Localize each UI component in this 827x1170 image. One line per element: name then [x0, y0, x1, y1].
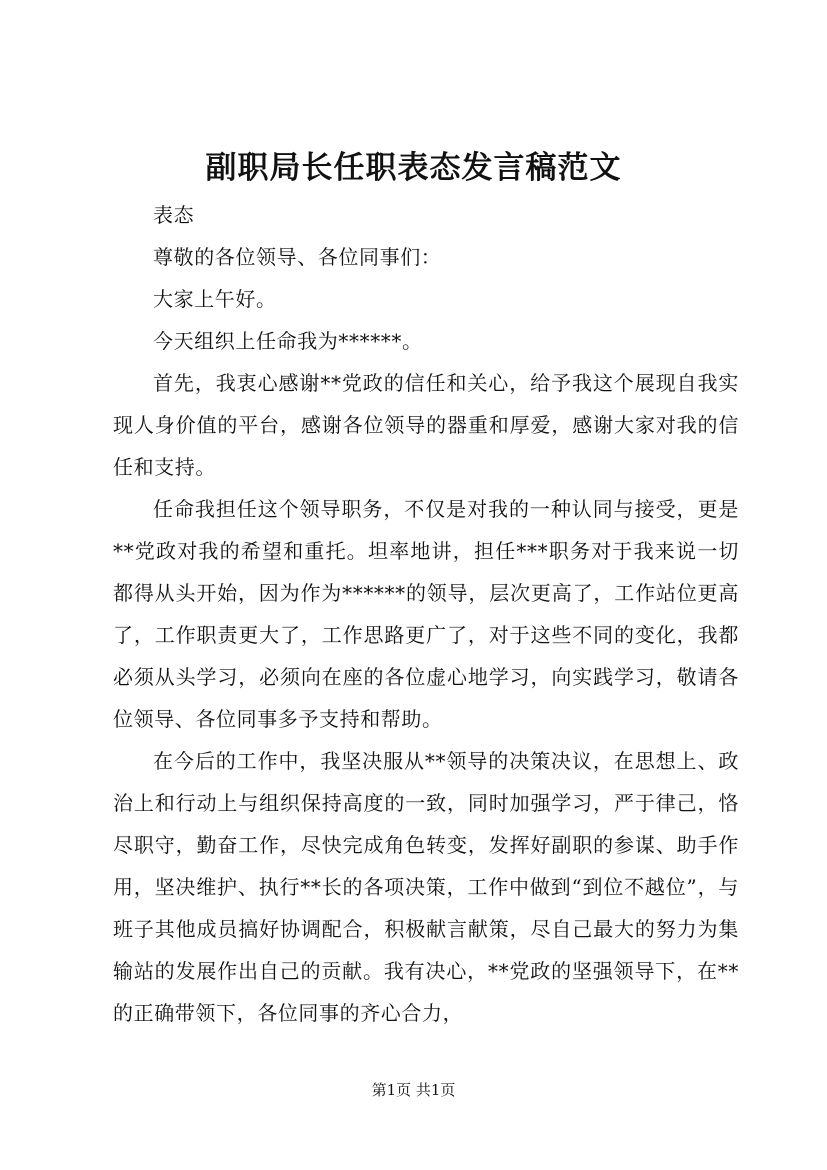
document-body — [113, 194, 739, 1034]
paragraph-appointment: 今天组织上任命我为******。 — [153, 329, 423, 353]
paragraph-thanks: 首先，我衷心感谢**党政的信任和关心，给予我这个展现自我实现人身价值的平台，感谢各位领导的器重和厚爱，感谢大家对我的信任和支持。 — [113, 371, 739, 479]
paragraph-commitment: 在今后的工作中，我坚决服从**领导的决策决议，在思想上、政治上和行动上与组织保持高度的一致，同时加强学习，严于律己，恪尽职守，勤奋工作，尽快完成角色转变，发挥好副职的参谋、助手作用，坚决维护、执行**长的各项决策，工作中做到“到位不越位”，与班子其他成员搞好协调配合，积极献言献策，尽自己最大的努力为集输站的发展作出自己的贡献。我有决心，**党政的坚强领导下，在**的正确带领下，各位同事的齐心合力， — [113, 749, 739, 1025]
document-title: 副职局长任职表态发言稿范文 — [205, 150, 622, 186]
paragraph-heading: 表态 — [153, 203, 195, 227]
paragraph-greeting: 大家上午好。 — [153, 287, 277, 311]
page-number-footer: 第1页 共1页 — [371, 1081, 456, 1099]
paragraph-responsibility: 任命我担任这个领导职务，不仅是对我的一种认同与接受，更是**党政对我的希望和重托。坦率地讲，担任***职务对于我来说一切都得从头开始，因为作为******的领导，层次更高了，工作站位更高了，工作职责更大了，工作思路更广了，对于这些不同的变化，我都必须从头学习，必须向在座的各位虚心地学习，向实践学习，敬请各位领导、各位同事多予支持和帮助。 — [113, 497, 739, 731]
paragraph-salutation: 尊敬的各位领导、各位同事们： — [153, 245, 442, 269]
